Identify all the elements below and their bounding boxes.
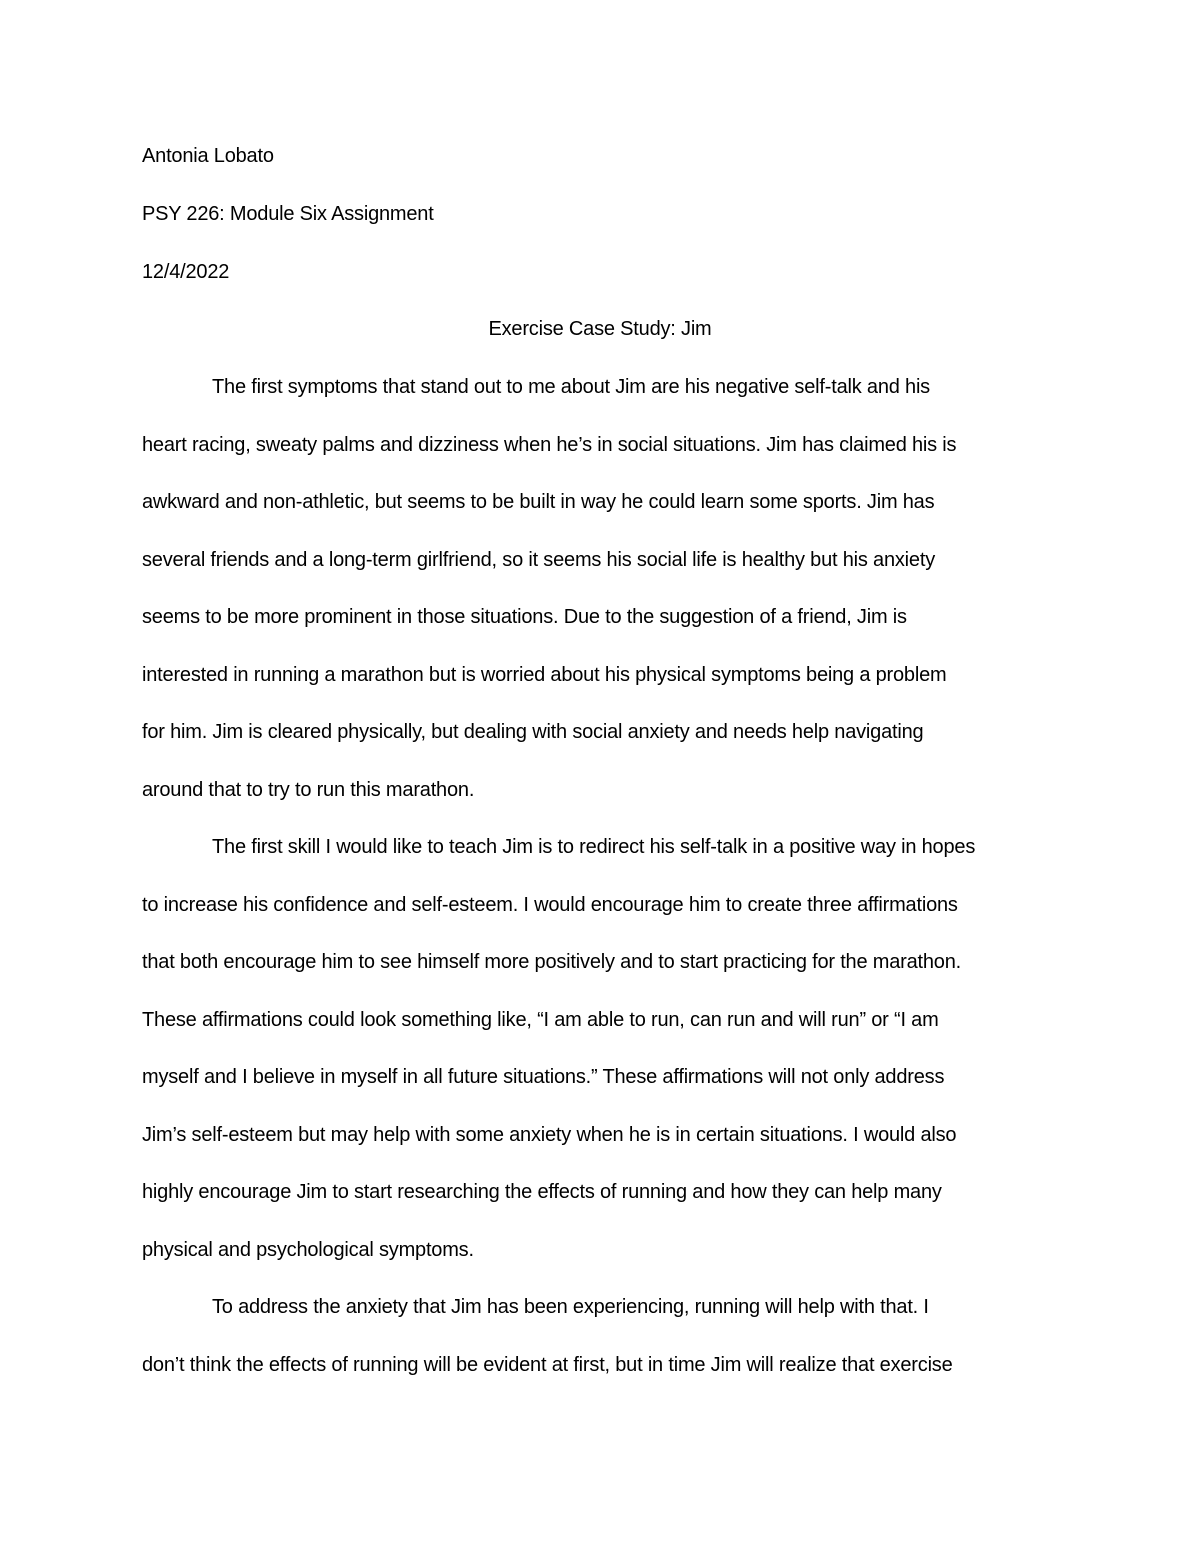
paragraph-2-line: highly encourage Jim to start researching the effects of running and how they can help many: [142, 1181, 942, 1203]
essay-title: Exercise Case Study: Jim: [488, 318, 712, 340]
paragraph-1-line: interested in running a marathon but is worried about his physical symptoms being a problem: [142, 664, 947, 686]
paragraph-1-line: The first symptoms that stand out to me about Jim are his negative self-talk and his: [212, 376, 930, 398]
paragraph-3-line: don’t think the effects of running will be evident at first, but in time Jim will realize that exercise: [142, 1354, 953, 1376]
paragraph-2-line: physical and psychological symptoms.: [142, 1239, 474, 1261]
paragraph-1-line: several friends and a long-term girlfriend, so it seems his social life is healthy but his anxiety: [142, 549, 935, 571]
author-name: Antonia Lobato: [142, 145, 274, 167]
paragraph-1-line: awkward and non-athletic, but seems to be built in way he could learn some sports. Jim has: [142, 491, 935, 513]
paragraph-2-line: to increase his confidence and self-esteem. I would encourage him to create three affirmations: [142, 894, 958, 916]
paragraph-3-line: To address the anxiety that Jim has been experiencing, running will help with that. I: [212, 1296, 929, 1318]
paragraph-2-line: The first skill I would like to teach Jim is to redirect his self-talk in a positive way in hopes: [212, 836, 976, 858]
paragraph-2-line: Jim’s self-esteem but may help with some anxiety when he is in certain situations. I would also: [142, 1124, 957, 1146]
paragraph-1-line: for him. Jim is cleared physically, but dealing with social anxiety and needs help navigating: [142, 721, 924, 743]
paragraph-1-line: heart racing, sweaty palms and dizziness when he’s in social situations. Jim has claimed his is: [142, 434, 957, 456]
paragraph-2-line: that both encourage him to see himself more positively and to start practicing for the marathon.: [142, 951, 962, 973]
document-date: 12/4/2022: [142, 261, 230, 283]
paragraph-2-line: These affirmations could look something like, “I am able to run, can run and will run” or “I am: [142, 1009, 939, 1031]
paragraph-1-line: around that to try to run this marathon.: [142, 779, 475, 801]
paragraph-2-line: myself and I believe in myself in all future situations.” These affirmations will not only address: [142, 1066, 945, 1088]
paragraph-1-line: seems to be more prominent in those situations. Due to the suggestion of a friend, Jim is: [142, 606, 907, 628]
course-title: PSY 226: Module Six Assignment: [142, 203, 434, 225]
